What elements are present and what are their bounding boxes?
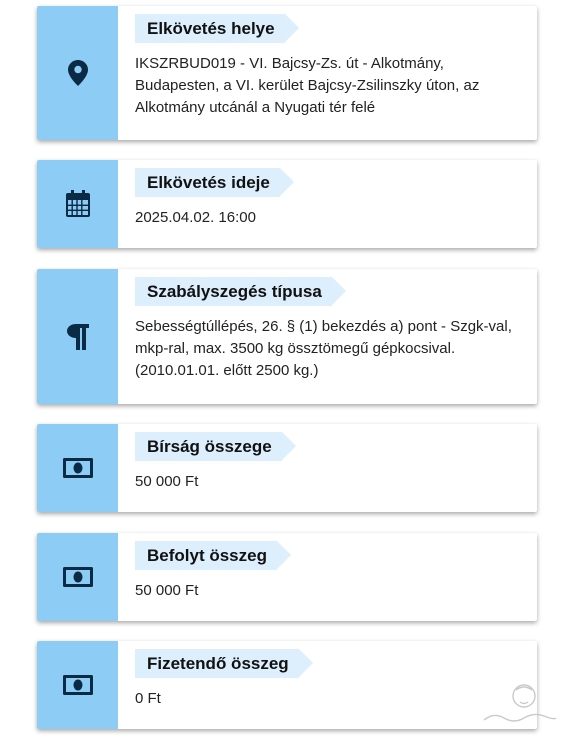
card-icon-panel — [37, 160, 118, 248]
location-value: IKSZRBUD019 - VI. Bajcsy-Zs. út - Alkotmány, Budapesten, a VI. kerület Bajcsy-Zsilinszky úton, az Alkotmány utcánál a Nyugati tér felé — [135, 55, 480, 116]
violation-type-value: Sebességtúllépés, 26. § (1) bekezdés a) pont - Szgk-val, mkp-ral, max. 3500 kg össztömegű gépkocsival. (2010.01.01. előtt 2500 kg.) — [135, 318, 512, 379]
date-card — [37, 160, 537, 248]
money-bill-icon — [62, 457, 94, 479]
money-bill-icon — [62, 566, 94, 588]
paid-amount-value: 50 000 Ft — [135, 582, 199, 599]
violation-type-label: Szabályszegés típusa — [135, 277, 332, 306]
date-value: 2025.04.02. 16:00 — [135, 209, 256, 226]
money-bill-icon — [62, 674, 94, 696]
card-icon-panel — [37, 269, 118, 404]
paid-amount-label: Befolyt összeg — [135, 541, 277, 570]
card-icon-panel — [37, 533, 118, 621]
fine-amount-value: 50 000 Ft — [135, 473, 199, 490]
map-marker-icon — [68, 60, 88, 86]
watermark-logo — [480, 682, 558, 728]
card-icon-panel — [37, 641, 118, 729]
fine-amount-label: Bírság összege — [135, 432, 282, 461]
calendar-icon — [65, 190, 91, 218]
paid-amount-card — [37, 533, 537, 621]
location-card — [37, 6, 537, 140]
card-icon-panel — [37, 6, 118, 140]
payable-amount-card — [37, 641, 537, 729]
location-label: Elkövetés helye — [135, 14, 285, 43]
card-icon-panel — [37, 424, 118, 512]
violation-type-card — [37, 269, 537, 404]
fine-amount-card — [37, 424, 537, 512]
pilcrow-icon — [67, 324, 89, 350]
payable-amount-label: Fizetendő összeg — [135, 649, 299, 678]
date-label: Elkövetés ideje — [135, 168, 280, 197]
payable-amount-value: 0 Ft — [135, 690, 161, 707]
